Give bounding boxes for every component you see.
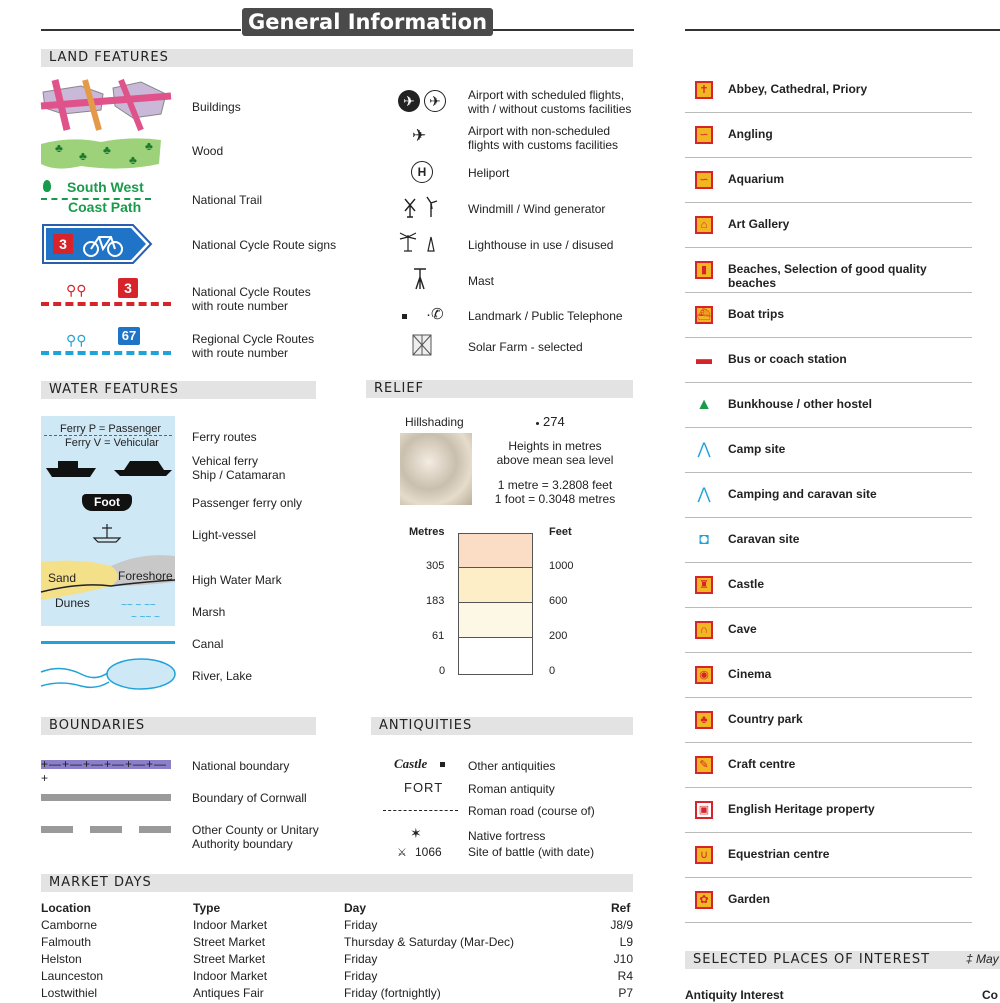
cycle-route-blue-line [41,351,171,355]
poi-label: Craft centre [728,757,796,771]
poi-label: Equestrian centre [728,847,830,861]
buildings-symbol [41,80,171,130]
water-label-marsh: Marsh [192,605,226,619]
poi-label: Cinema [728,667,772,681]
hillshading-label: Hillshading [405,415,464,429]
places-of-interest-heading: SELECTED PLACES OF INTEREST [685,951,1000,969]
market-location: Launceston [41,969,104,983]
poi-label: Boat trips [728,307,785,321]
water-label-canal: Canal [192,637,224,651]
water-label-light-vessel: Light-vessel [192,528,257,542]
poi-legend-item [685,517,972,563]
poi-legend-item [685,742,972,788]
fish-icon: ∽ [695,171,713,189]
bike-icon-blue: ⚲⚲ [66,332,87,348]
poi-legend-item [685,877,972,923]
county-boundary-dash-1 [41,826,73,833]
places-subheading-antiquity: Antiquity Interest [685,988,784,1002]
trail-name-line1: South West [67,179,144,195]
market-row [41,986,633,1003]
bucket-icon: ▮ [695,261,713,279]
land-label-wood: Wood [192,144,224,158]
market-header-location: Location [41,901,91,915]
poi-legend-item [685,247,972,293]
fort-symbol-text: FORT [404,780,444,795]
castle-icon: ♜ [695,576,713,594]
poi-label: Abbey, Cathedral, Priory [728,82,868,96]
roman-road-line [383,810,458,811]
trail-name-line2: Coast Path [68,199,142,215]
market-header-type: Type [193,901,221,915]
airport-nonscheduled-icon: ✈ [412,126,427,145]
vehicle-ferry-catamaran-icon [114,458,172,478]
caravan-icon: ◘ [699,531,709,548]
water-label-ferry-routes: Ferry routes [192,430,257,444]
feet-0: 0 [549,665,556,677]
solar-farm-icon [412,334,432,356]
land-label-buildings: Buildings [192,100,241,114]
market-ref: J10 [613,952,633,966]
transport-label-landmark: Landmark / Public Telephone [468,309,623,323]
cycle-sign-number: 3 [59,236,67,252]
poi-label: Beaches, Selection of good quality beaches [728,262,927,290]
tree-icon: ♣ [695,711,713,729]
flower-icon: ✿ [695,891,713,909]
transport-label-lighthouse: Lighthouse in use / disused [468,238,614,252]
places-subheading-co: Co [982,988,998,1002]
lighthouse-icon [398,231,442,255]
svg-text:♣: ♣ [129,153,137,167]
poi-legend-item [685,472,972,518]
svg-text:♣: ♣ [103,143,111,157]
vehicle-ferry-ship-icon [46,458,96,478]
land-label-cycle-signs: National Cycle Route signs [192,238,337,252]
fish-icon: ∽ [695,126,713,144]
water-label-river-lake: River, Lake [192,669,253,683]
poi-label: Garden [728,892,771,906]
spot-height-dot [536,422,539,425]
poi-label: Angling [728,127,773,141]
market-day: Friday (fortnightly) [344,986,441,1000]
antiquity-square-icon [440,762,445,767]
transport-label-heliport: Heliport [468,166,510,180]
relief-heading: RELIEF [366,380,633,398]
market-type: Indoor Market [193,969,268,983]
tent-caravan-icon: ⋀ [697,486,711,503]
market-location: Helston [41,952,82,966]
poi-label: Cave [728,622,757,636]
native-fortress-icon: ✶ [410,825,422,841]
market-location: Camborne [41,918,98,932]
market-type: Indoor Market [193,918,268,932]
mast-icon [412,267,428,291]
poi-legend-item [685,337,972,383]
shore-symbol [41,552,175,626]
airport-scheduled-nocustoms-icon: ✈ [424,90,446,112]
poi-legend-item [685,67,972,113]
metres-0: 0 [439,665,446,677]
market-ref: P7 [618,986,633,1000]
cycle-number-blue: 67 [118,327,140,345]
poi-legend-item [685,157,972,203]
battle-swords-icon: ⚔ [397,847,407,859]
market-type: Street Market [193,935,266,949]
trail-acorn-icon [43,180,51,192]
heights-note: Heights in metres above mean sea level [496,439,614,467]
market-ref: J8/9 [610,918,633,932]
poi-label: Bunkhouse / other hostel [728,397,873,411]
cinema-icon: ◉ [695,666,713,684]
transport-label-airport-scheduled: Airport with scheduled flights, with / without customs facilities [468,88,632,116]
poi-label: Art Gallery [728,217,790,231]
feet-heading: Feet [549,526,572,538]
market-location: Falmouth [41,935,92,949]
market-header-ref: Ref [611,901,631,915]
windmill-icon [401,195,441,219]
transport-label-windmill: Windmill / Wind generator [468,202,606,216]
metres-61: 61 [432,630,445,642]
market-ref: L9 [619,935,633,949]
cornwall-boundary-line [41,794,171,801]
feet-1000: 1000 [549,560,574,572]
svg-text:~~ ~ ~~: ~~ ~ ~~ [121,600,156,611]
transport-label-solar: Solar Farm - selected [468,340,583,354]
bike-icon-red: ⚲⚲ [66,282,87,298]
metres-305: 305 [426,560,445,572]
antiquity-label-fortress: Native fortress [468,829,546,843]
market-row [41,918,633,935]
craft-icon: ✎ [695,756,713,774]
svg-text:♣: ♣ [55,141,63,155]
poi-label: Aquarium [728,172,785,186]
county-boundary-dash-3 [139,826,171,833]
poi-legend-item [685,832,972,878]
boundaries-heading: BOUNDARIES [41,717,316,735]
poi-legend-item [685,787,972,833]
poi-label: Country park [728,712,803,726]
poi-legend-item [685,202,972,248]
relief-band-top [458,533,533,568]
market-location: Lostwithiel [41,986,98,1000]
transport-label-airport-nonscheduled: Airport with non-scheduled flights with customs facilities [468,124,619,152]
feet-600: 600 [549,595,568,607]
poi-legend-item [685,382,972,428]
heritage-icon: ▣ [695,801,713,819]
metres-heading: Metres [409,526,445,538]
land-label-trail: National Trail [192,193,263,207]
foreshore-label: Foreshore [118,569,173,583]
places-note: ‡ May [966,952,999,966]
land-label-regional-cycle: Regional Cycle Routes with route number [192,332,315,360]
boundary-label-national: National boundary [192,759,290,773]
poi-legend-item [685,292,972,338]
dunes-label: Dunes [55,596,90,610]
relief-band-bottom [458,638,533,675]
poi-label: Caravan site [728,532,800,546]
wood-symbol [41,136,171,174]
national-boundary-marks: +—+—+—+—+—+—+ [41,757,168,785]
poi-label: Bus or coach station [728,352,847,366]
landmark-icon [402,314,407,319]
boundary-label-cornwall: Boundary of Cornwall [192,791,307,805]
market-type: Antiques Fair [193,986,264,1000]
market-day: Friday [344,918,378,932]
market-type: Street Market [193,952,266,966]
poi-legend-item [685,562,972,608]
river-lake-symbol [41,656,177,692]
market-row [41,969,633,986]
land-features-heading: LAND FEATURES [41,49,633,67]
market-day: Thursday & Saturday (Mar-Dec) [344,935,515,949]
gallery-icon: ⌂ [695,216,713,234]
title-rule-left [41,29,241,31]
market-day: Friday [344,952,378,966]
relief-band-3 [458,603,533,638]
market-day: Friday [344,969,378,983]
castle-symbol-text: Castle [394,756,428,771]
svg-text:♣: ♣ [145,139,153,153]
poi-legend-item [685,697,972,743]
boat-icon: ⛴ [695,306,713,324]
ferry-legend-line1: Ferry P = Passenger [60,423,161,435]
boundary-label-county: Other County or Unitary Authority boundary [192,823,319,851]
market-days-heading: MARKET DAYS [41,874,633,892]
bus-icon: ▬ [696,351,712,368]
cycle-number-red: 3 [118,278,138,298]
ferry-route-line [44,435,172,436]
light-vessel-icon [92,522,122,544]
horseshoe-icon: ∪ [695,846,713,864]
conversion-note: 1 metre = 3.2808 feet 1 foot = 0.3048 metres [494,478,616,506]
water-label-passenger-ferry: Passenger ferry only [192,496,303,510]
poi-label: Castle [728,577,765,591]
airport-scheduled-icon: ✈ [398,90,420,112]
water-label-high-water: High Water Mark [192,573,282,587]
poi-legend-item [685,427,972,473]
spot-height-value: 274 [543,414,565,429]
cross-icon: ✝ [695,81,713,99]
telephone-icon: ·✆ [426,306,444,323]
water-features-heading: WATER FEATURES [41,381,316,399]
cycle-route-red-line [41,302,171,306]
antiquity-label-roman-road: Roman road (course of) [468,804,595,818]
metres-183: 183 [426,595,445,607]
relief-band-2 [458,568,533,603]
foot-ferry-icon: Foot [82,494,132,511]
poi-label: English Heritage property [728,802,875,816]
antiquity-label-battle: Site of battle (with date) [468,845,595,859]
antiquity-label-other: Other antiquities [468,759,556,773]
market-header-day: Day [344,901,367,915]
canal-line [41,641,175,644]
poi-label: Camp site [728,442,786,456]
poi-legend-item [685,607,972,653]
sand-label: Sand [48,571,77,585]
poi-legend-item [685,112,972,158]
water-label-vehicle-ferry: Vehical ferry Ship / Catamaran [192,454,286,482]
market-row [41,952,633,969]
triangle-icon: ▲ [696,396,712,413]
svg-text:♣: ♣ [79,149,87,163]
title-rule-right [685,29,1000,31]
ferry-legend-line2: Ferry V = Vehicular [65,437,159,449]
poi-label: Camping and caravan site [728,487,877,501]
page-title: General Information [242,8,493,36]
battle-date-text: 1066 [415,845,442,859]
cave-icon: ∩ [695,621,713,639]
county-boundary-dash-2 [90,826,122,833]
poi-legend-item [685,652,972,698]
antiquities-heading: ANTIQUITIES [371,717,633,735]
hillshading-sample [400,433,472,505]
land-label-national-cycle: National Cycle Routes with route number [192,285,311,313]
antiquity-label-roman: Roman antiquity [468,782,555,796]
transport-label-mast: Mast [468,274,495,288]
feet-200: 200 [549,630,568,642]
market-ref: R4 [617,969,633,983]
heliport-icon: H [411,161,433,183]
tent-icon: ⋀ [697,441,711,458]
svg-text:~ ~~ ~: ~ ~~ ~ [131,612,160,623]
market-row [41,935,633,952]
